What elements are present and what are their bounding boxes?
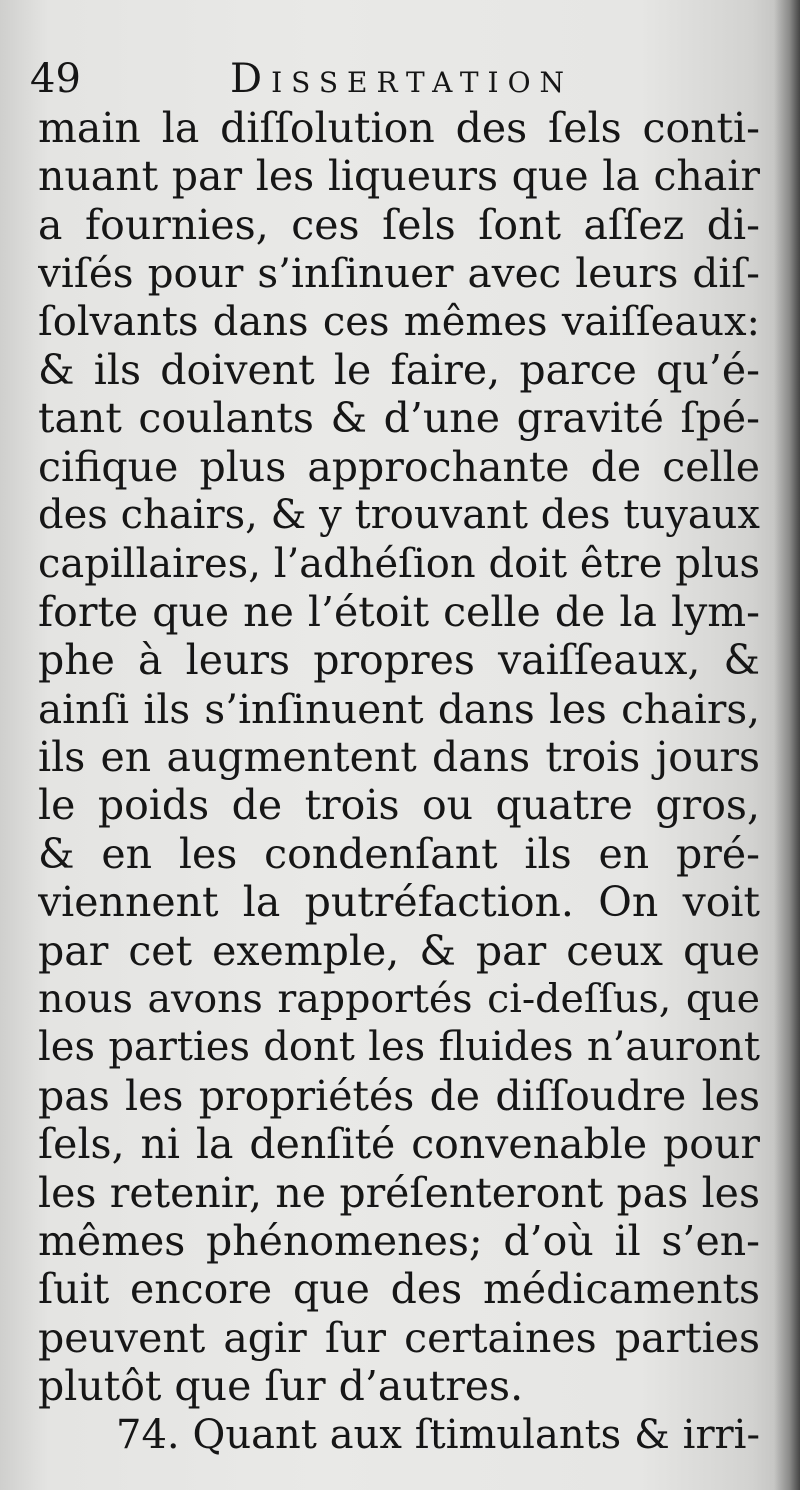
- text-line: capillaires, l’adhéſion doit être plus: [38, 540, 760, 587]
- text-line: forte que ne l’étoit celle de la lym-: [38, 587, 760, 636]
- text-line: ſels, ni la denſité convenable pour: [38, 1120, 760, 1169]
- text-line: nuant par les liqueurs que la chair: [38, 152, 760, 201]
- text-line: pas les propriétés de diſſoudre les: [38, 1071, 760, 1120]
- text-line: & ils doivent le faire, parce qu’é-: [38, 345, 760, 394]
- text-line: & en les condenſant ils en pré-: [38, 829, 760, 878]
- text-line: plutôt que ſur d’autres.: [38, 1362, 524, 1411]
- text-line: a fournies, ces ſels ſont aſſez di-: [38, 200, 760, 249]
- text-line: ils en augmentent dans trois jours: [38, 733, 760, 782]
- text-line: le poids de trois ou quatre gros,: [38, 781, 760, 830]
- text-line: peuvent agir ſur certaines parties: [38, 1313, 760, 1362]
- text-line: ainſi ils s’inſinuent dans les chairs,: [38, 684, 760, 733]
- text-line: des chairs, & y trouvant des tuyaux: [38, 492, 760, 539]
- text-line: nous avons rapportés ci-deſſus, que: [38, 976, 760, 1023]
- text-line: les parties dont les fluides n’auront: [38, 1024, 760, 1071]
- text-line: par cet exemple, & par ceux que: [38, 926, 760, 975]
- body-text: [38, 104, 760, 1459]
- text-line: les retenir, ne préſenteront pas les: [38, 1168, 760, 1217]
- text-line: ſuit encore que des médicaments: [38, 1265, 760, 1314]
- text-line: viennent la putréfaction. On voit: [38, 878, 760, 927]
- page-edge-shadow: [774, 0, 800, 1490]
- page-header: [30, 48, 750, 108]
- text-line: tant coulants & d’une gravité ſpé-: [38, 394, 760, 443]
- text-line: mêmes phénomenes; d’où il s’en-: [38, 1216, 760, 1265]
- text-line: main la diſſolution des ſels conti-: [38, 104, 760, 152]
- text-line: ſolvants dans ces mêmes vaiſſeaux:: [38, 298, 760, 345]
- text-line: phe à leurs propres vaiſſeaux, &: [38, 636, 760, 685]
- running-title: Dissertation: [230, 56, 574, 102]
- page-number: 49: [30, 56, 81, 102]
- text-line: viſés pour s’inſinuer avec leurs diſ-: [38, 249, 760, 298]
- text-line: 74. Quant aux ſtimulants & irri-: [116, 1411, 760, 1458]
- text-line: cifique plus approchante de celle: [38, 442, 760, 491]
